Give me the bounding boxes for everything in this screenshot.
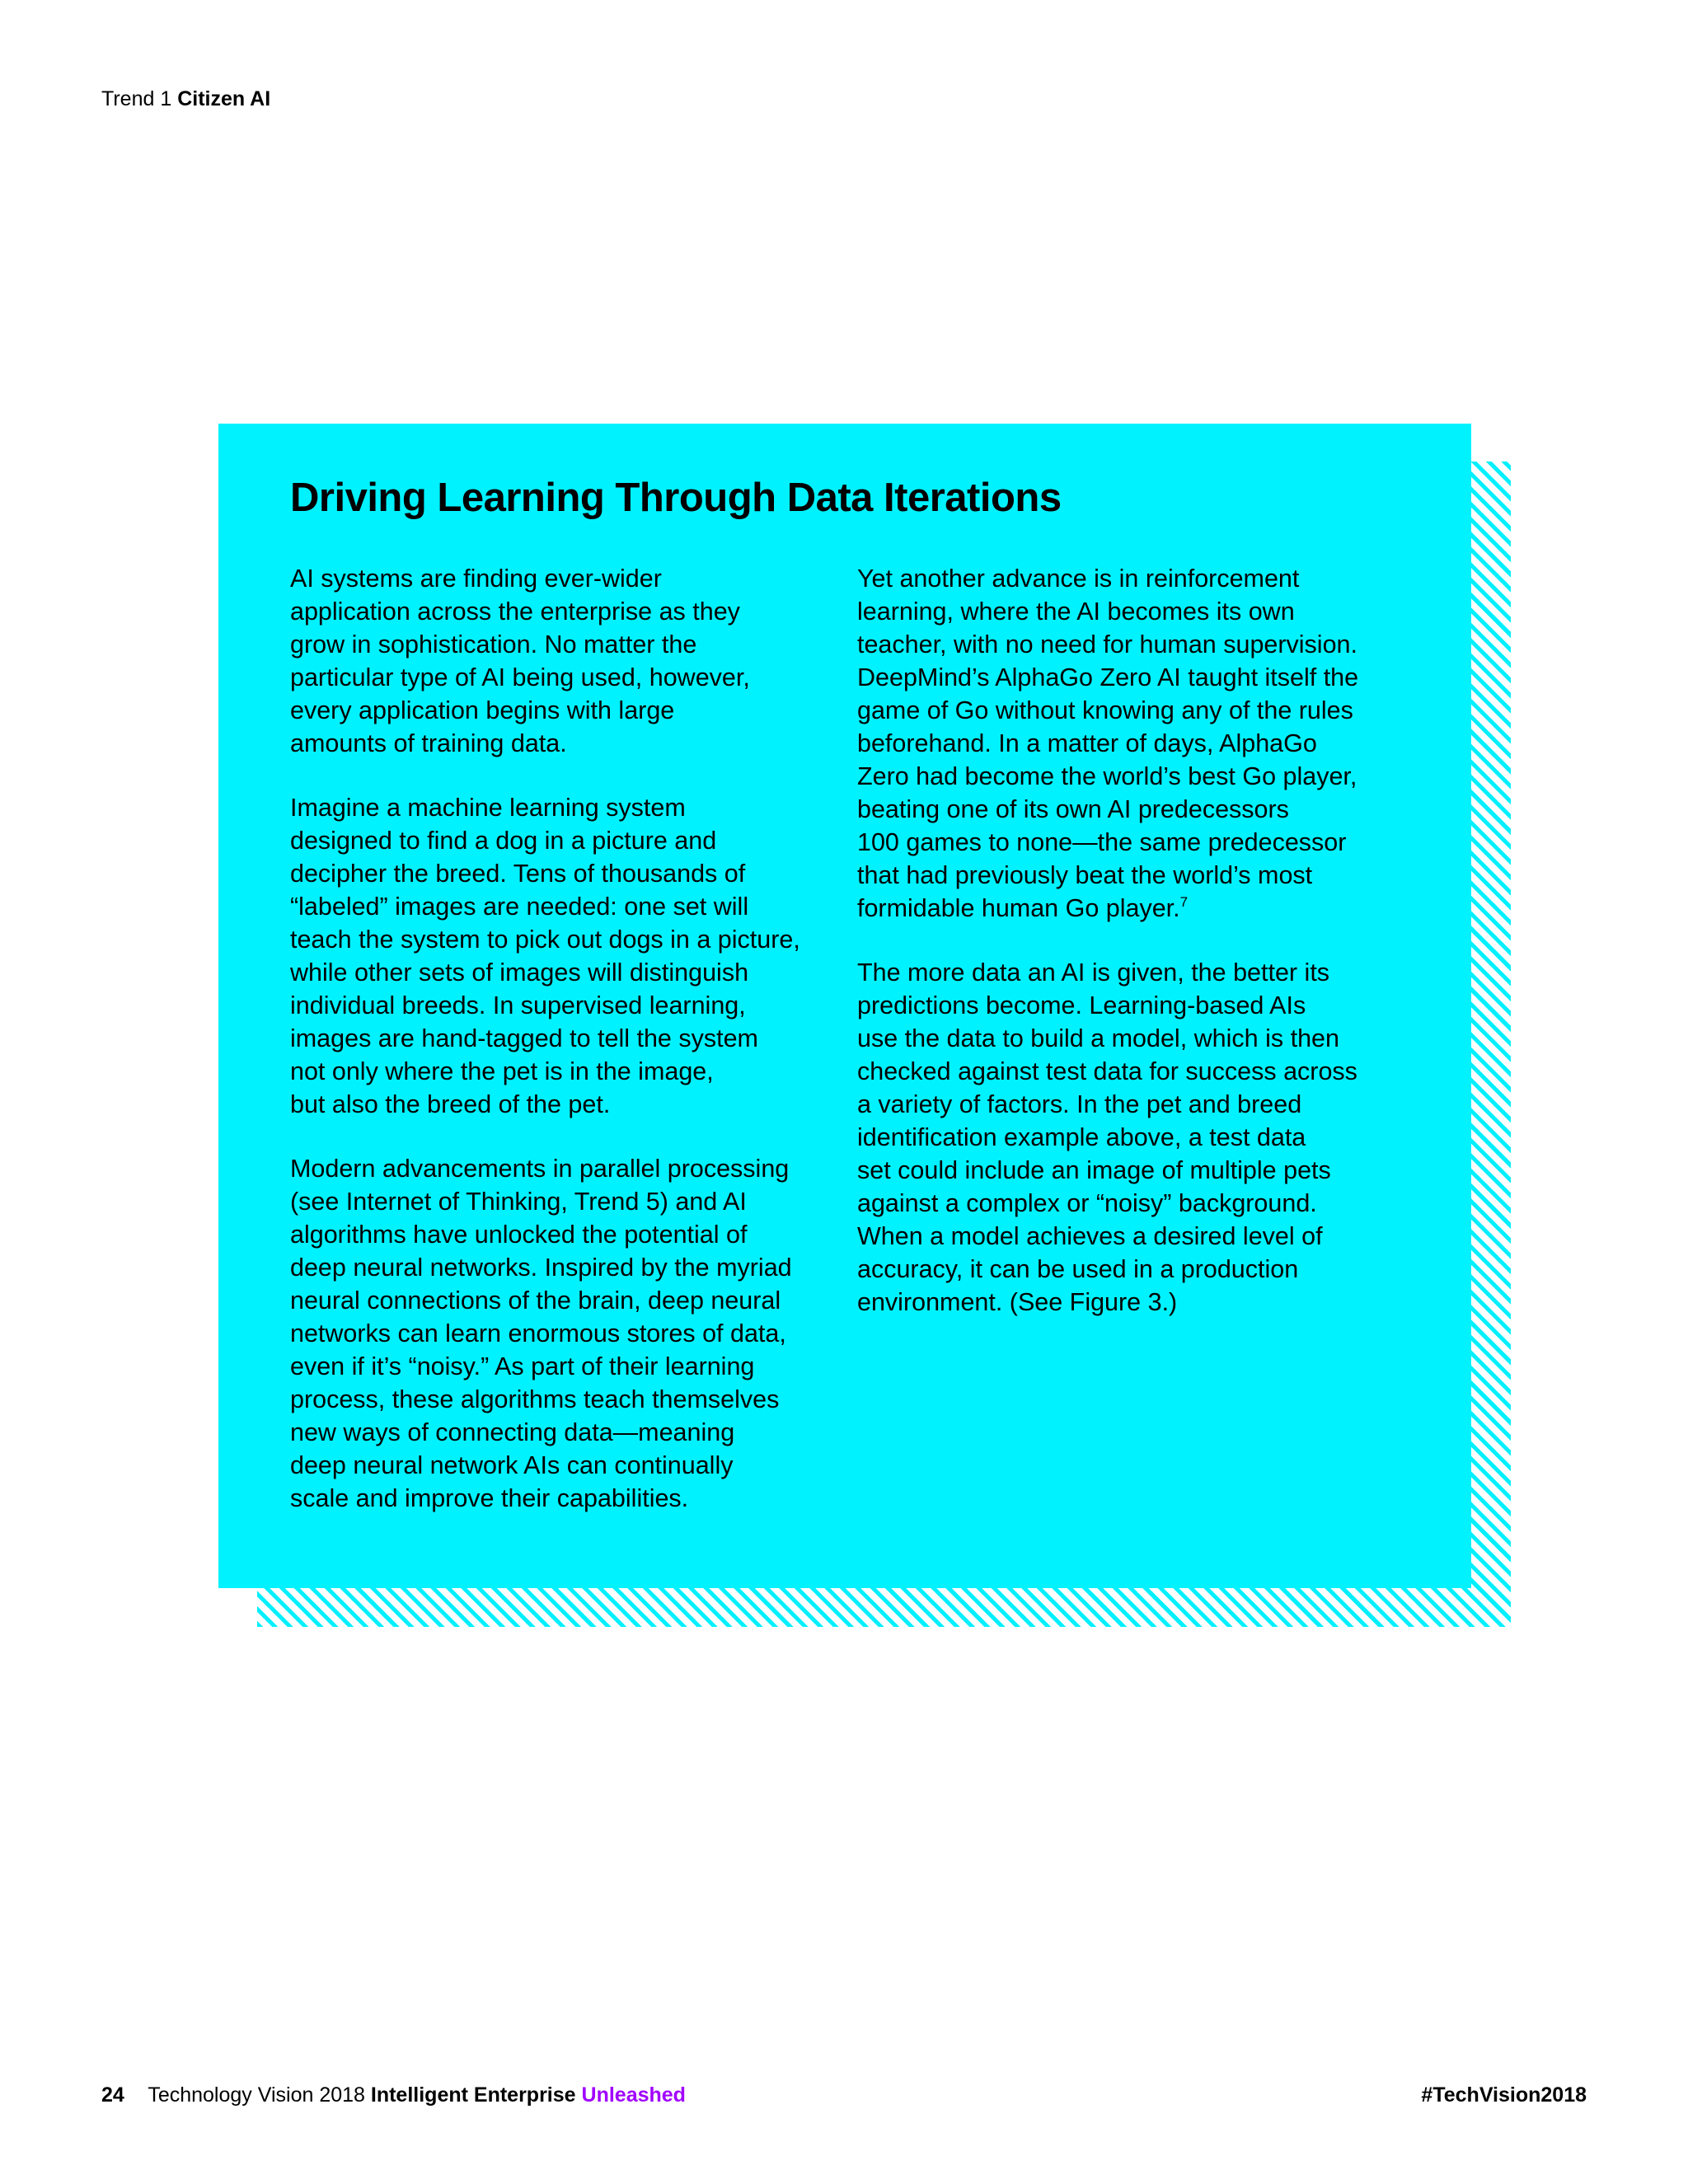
text-line: that had previously beat the world’s most: [857, 861, 1313, 889]
footer-left: [101, 2081, 686, 2109]
text-line: teacher, with no need for human supervision.: [857, 630, 1357, 658]
text-line: amounts of training data.: [290, 729, 567, 757]
text-line: beating one of its own AI predecessors: [857, 795, 1289, 823]
text-line: networks can learn enormous stores of data,: [290, 1319, 786, 1347]
text-line: Zero had become the world’s best Go player,: [857, 762, 1357, 790]
text-line: application across the enterprise as they: [290, 598, 740, 626]
text-line: DeepMind’s AlphaGo Zero AI taught itself the: [857, 663, 1359, 691]
text-line: designed to find a dog in a picture and: [290, 827, 717, 855]
text-line: individual breeds. In supervised learning,: [290, 991, 746, 1019]
text-line: a variety of factors. In the pet and breed: [857, 1090, 1302, 1118]
page-number: 24: [101, 2083, 124, 2107]
sidebar-panel: [218, 424, 1471, 1588]
text-line: beforehand. In a matter of days, AlphaGo: [857, 729, 1317, 757]
text-line: predictions become. Learning-based AIs: [857, 991, 1306, 1019]
text-line: The more data an AI is given, the better its: [857, 958, 1330, 987]
text-line: 100 games to none—the same predecessor: [857, 828, 1347, 856]
text-line: not only where the pet is in the image,: [290, 1057, 714, 1085]
text-line: use the data to build a model, which is then: [857, 1024, 1339, 1052]
trend-label: Trend 1: [101, 87, 172, 110]
text-line: neural connections of the brain, deep neural: [290, 1286, 781, 1315]
text-line: When a model achieves a desired level of: [857, 1222, 1323, 1250]
text-line: Yet another advance is in reinforcement: [857, 565, 1300, 593]
paragraph: [290, 562, 847, 760]
text-line: decipher the breed. Tens of thousands of: [290, 860, 746, 888]
text-line: process, these algorithms teach themselves: [290, 1385, 780, 1413]
text-line: environment. (See Figure 3.): [857, 1288, 1178, 1316]
right-column: [857, 562, 1426, 1350]
paragraph: [290, 1152, 847, 1515]
trend-name: Citizen AI: [177, 87, 271, 110]
text-line: even if it’s “noisy.” As part of their learning: [290, 1352, 755, 1380]
text-line: deep neural networks. Inspired by the myriad: [290, 1254, 792, 1282]
text-line: deep neural network AIs can continually: [290, 1451, 734, 1479]
paragraph: [857, 956, 1426, 1319]
text-line: grow in sophistication. No matter the: [290, 630, 697, 658]
text-line: every application begins with large: [290, 696, 675, 724]
text-line: particular type of AI being used, however,: [290, 663, 750, 691]
text-line: scale and improve their capabilities.: [290, 1484, 689, 1512]
text-line: AI systems are finding ever-wider: [290, 565, 662, 593]
text-line: (see Internet of Thinking, Trend 5) and AI: [290, 1188, 747, 1216]
text-line: set could include an image of multiple pets: [857, 1156, 1331, 1184]
text-line: against a complex or “noisy” background.: [857, 1189, 1317, 1217]
text-line: checked against test data for success across: [857, 1057, 1357, 1085]
text-line: while other sets of images will distinguish: [290, 958, 749, 987]
text-line: but also the breed of the pet.: [290, 1090, 611, 1118]
panel-title: Driving Learning Through Data Iterations: [290, 476, 1062, 520]
text-line: teach the system to pick out dogs in a picture,: [290, 926, 800, 954]
text-line: algorithms have unlocked the potential of: [290, 1221, 748, 1249]
text-line-with-footnote: [857, 892, 1426, 925]
text-line: Imagine a machine learning system: [290, 794, 686, 822]
text-line: Modern advancements in parallel processing: [290, 1155, 790, 1183]
paragraph: [857, 562, 1426, 925]
left-column: [290, 562, 847, 1546]
publication-name: Technology Vision 2018: [148, 2083, 365, 2107]
text-line: accuracy, it can be used in a production: [857, 1255, 1299, 1283]
hashtag: #TechVision2018: [1421, 2083, 1587, 2107]
text-line: learning, where the AI becomes its own: [857, 598, 1295, 626]
text-line: game of Go without knowing any of the rules: [857, 696, 1353, 724]
footnote-marker: 7: [1179, 894, 1189, 910]
text-line: identification example above, a test data: [857, 1123, 1306, 1151]
publication-subtitle-accent: Unleashed: [581, 2083, 686, 2107]
text-line: images are hand-tagged to tell the system: [290, 1024, 758, 1052]
paragraph: [290, 791, 847, 1121]
text-line: new ways of connecting data—meaning: [290, 1418, 735, 1446]
publication-subtitle: Intelligent Enterprise: [370, 2083, 576, 2107]
text-line: “labeled” images are needed: one set will: [290, 893, 749, 921]
text-line: formidable human Go player.: [857, 894, 1180, 922]
running-header: [101, 85, 270, 113]
